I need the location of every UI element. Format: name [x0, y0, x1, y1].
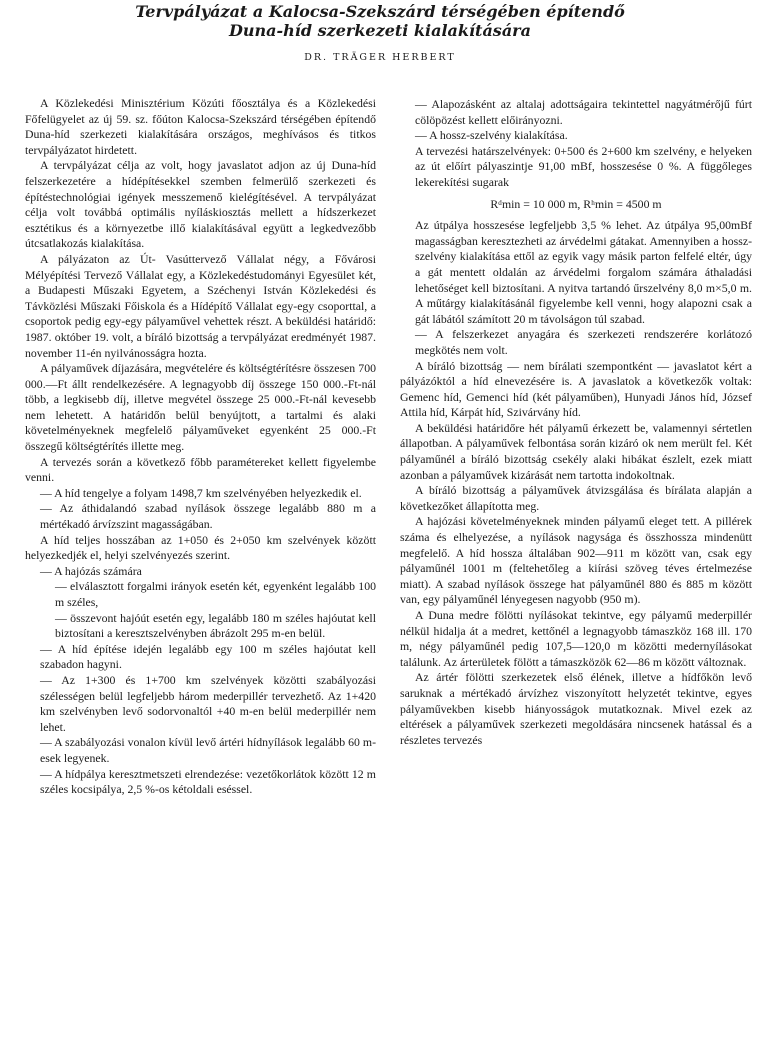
formula: Rᵈmin = 10 000 m, Rʰmin = 4500 m [490, 196, 662, 211]
list-item: — Az 1+300 és 1+700 km szelvények közötti szabályozási szélességen belül legfeljebb három mederpillér tervezhető. Az 1+420 km szelvényben levő sodorvonaltól +40 m-en belül mederpillér nem lehet. [40, 672, 376, 734]
list-item: — A híd építése idején legalább egy 100 m széles hajóutat kell szabadon hagyni. [40, 641, 376, 672]
left-column [25, 96, 376, 798]
paragraph: Az útpálya hosszesése legfeljebb 3,5 % lehet. Az útpálya 95,00mBf magasságban keresztezheti az árvédelmi gátakat. Amennyiben a hossz-szelvény kialakítása ettől az egyik vagy másik parton felfelé eltér, úgy a gát mentett oldalán az árvédelmi forgalom számára áthaladási lehetőséget kell biztosítani. A nyitva tartandó űrszelvény 8,0 m×5,0 m. A műtárgy kialakításánál figyelembe kell venni, hogy alapozni csak a gát lábától számított 20 m távolságon túl szabad. [415, 218, 752, 326]
paragraph: A pályaművek díjazására, megvételére és költségtérítésre összesen 700 000.—Ft állt rendelkezésére. A legnagyobb díj összege 150 000.-Ft-nál több, a legkisebb díj, illetve megvétel összege 25 000.-Ft-nál kevesebb nem lehetett. A határidőn belül benyújtott, a tartalmi és alaki követelményeknek megfelelő pályaműveket egyenként 25 000.-Ft összegű költségtérítés illette meg. [25, 361, 376, 454]
article-title [0, 2, 760, 40]
list-item: — Az áthidalandó szabad nyílások összege legalább 880 m a mértékadó árvízszint magasságában. [40, 501, 376, 532]
paragraph: A Közlekedési Minisztérium Közúti főosztálya és a Közlekedési Főfelügyelet az új 59. sz. főúton Kalocsa-Szekszárd térségében építendő Duna-híd szerkezeti kialakítására országos, meghívásos és titkos tervpályázatot hirdetett. [25, 96, 376, 157]
list-item: — Alapozásként az altalaj adottságaira tekintettel nagyátmérőjű fúrt cölöpözést kellett előirányozni. [415, 97, 752, 127]
paragraph: A tervezési határszelvények: 0+500 és 2+600 km szelvény, e helyeken az út előírt pályaszintje 91,00 mBf, hosszesése 0 %. A függőleges lekerekítési sugarak [415, 143, 752, 189]
paragraph: A bíráló bizottság — nem bírálati szempontként — javaslatot kért a pályázóktól a híd elnevezésére is. A javaslatok a következők voltak: Gemenc híd, Gemenci híd (két pályaműben), Hunyadi János híd, József Attila híd, Kárpát híd, Szivárvány híd. [400, 358, 752, 420]
list-item: — A hajózás számára [40, 563, 142, 578]
list-item: — A hídpálya keresztmetszeti elrendezése: vezetőkorlátok között 12 m széles kocsipálya, 2,5 %-os kétoldali eséssel. [40, 766, 376, 797]
list-item: — A híd tengelye a folyam 1498,7 km szelvényében helyezkedik el. [40, 485, 362, 500]
paragraph: A tervezés során a következő főbb paramétereket kellett figyelembe venni. [25, 454, 376, 485]
sub-list-item: — elválasztott forgalmi irányok esetén két, egyenként legalább 100 m széles, [55, 579, 376, 609]
author-name: DR. TRÄGER HERBERT [304, 52, 456, 63]
paragraph: A bíráló bizottság a pályaművek átvizsgálása és bírálata alapján a következőket állapította meg. [400, 483, 752, 513]
paragraph: A tervpályázat célja az volt, hogy javaslatot adjon az új Duna-híd felszerkezetére a hídépítésekkel szemben felmerülő szerkezeti és építéstechnológiai igények messzemenő kielégítésével. A tervpályázat célja volt továbbá optimális nyíláskiosztás mellett a hídszerkezet esztétikus és a környezetbe illő kialakításával együtt a legkedvezőbb útcsatlakozás kialakítása. [25, 158, 376, 251]
paragraph: Az ártér fölötti szerkezetek első élének, illetve a hídfőkön levő saruknak a mértékadó árvízhez viszonyított helyzetét tekintve, egyes pályaművekben kisebb hiányosságok mutatkoznak. Mivel ezek az eltérések a pályaművek szerkezeti megoldására nincsenek hatással és a részletes tervezés [400, 670, 752, 747]
title-line-1: Tervpályázat a Kalocsa-Szekszárd térségében építendő [135, 2, 625, 21]
paragraph: A hajózási követelményeknek minden pályamű eleget tett. A pillérek száma és elhelyezése, a nyílások nagysága és összhossza mindenütt megfelelő. A híd hossza általában 902—911 m között van, csak egy pályaműnél 1001 m (feltehetőleg a kiírási szöveg téves értelmezése miatt). A szabad nyílások összege hat pályaműnél 880 és 885 m között van, egy pályaműnél lényegesen nagyobb (950 m). [400, 514, 752, 607]
sub-list-item: — összevont hajóút esetén egy, legalább 180 m széles hajóutat kell biztosítani a keresztszelvényben ábrázolt 295 m-en belül. [55, 610, 376, 641]
right-column [400, 97, 752, 748]
paragraph: A pályázaton az Út- Vasúttervező Vállalat négy, a Fővárosi Mélyépítési Tervező Vállalat egy, a Közlekedéstudományi Egyesület két, a Budapesti Műszaki Egyetem, a Széchenyi István Közlekedési és Távközlési Műszaki Főiskola és a Hídépítő Vállalat egy-egy csoporttal, a csoportok pedig egy-egy pályaművel vehettek részt. A beküldési határidő: 1987. október 19. volt, a bíráló bizottság a tervpályázat eredményét 1987. november 11-én nyilvánosságra hozta. [25, 251, 376, 360]
title-line-2: Duna-híd szerkezeti kialakítására [229, 21, 531, 40]
list-item: — A felszerkezet anyagára és szerkezeti rendszerére korlátozó megkötés nem volt. [415, 327, 752, 357]
paragraph: A Duna medre fölötti nyílásokat tekintve, egy pályamű mederpillér nélkül hidalja át a medret, kettőnél a legnagyobb támaszköz 168 ill. 170 m, négy pályaműnél pedig 107,5—120,0 m közötti medernyílásokat találunk. Az árterületek fölött a támaszközök 62—86 m között változnak. [400, 608, 752, 669]
paragraph: A híd teljes hosszában az 1+050 és 2+050 km szelvények között helyezkedjék el, helyi szelvényezés szerint. [25, 532, 376, 563]
paragraph: A beküldési határidőre hét pályamű érkezett be, valamennyi sértetlen állapotban. A pályaművek felbontása során kizáró ok nem merült fel. Két pályaműnél a bíráló bizottság csekély alaki hibákat észlelt, ezek miatt azonban a pályaművek kizárását nem tartotta indokoltnak. [400, 420, 752, 482]
list-item: — A szabályozási vonalon kívül levő ártéri hídnyílások legalább 60 m-esek legyenek. [40, 735, 376, 765]
list-item: — A hossz-szelvény kialakítása. [415, 128, 568, 143]
